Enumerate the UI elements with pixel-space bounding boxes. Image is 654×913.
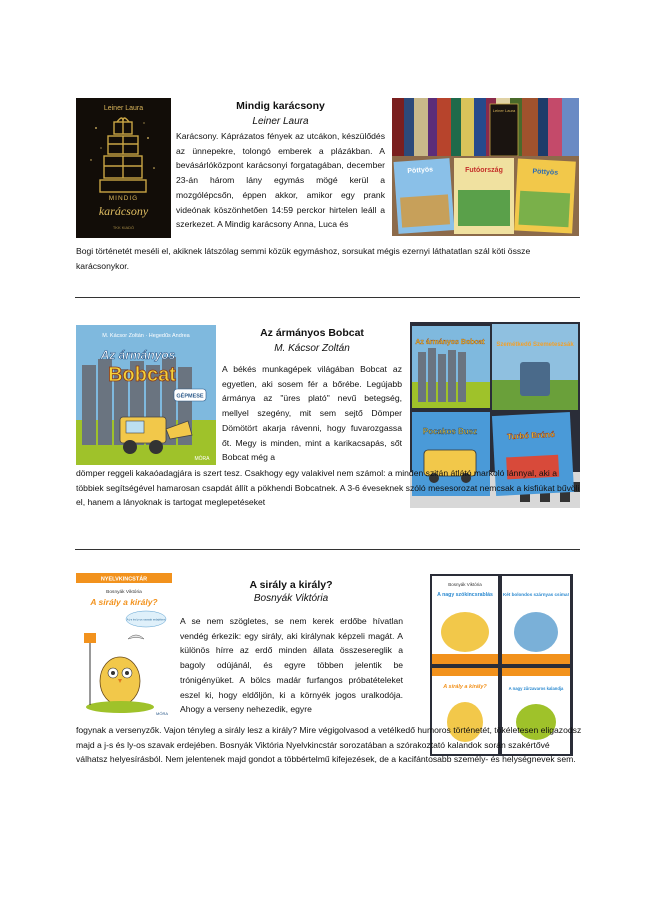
cover-title-line2: karácsony xyxy=(98,204,149,218)
cover-author: M. Kácsor Zoltán · Hegedűs Andrea xyxy=(102,333,190,339)
book-description-continued: dömper reggeli kakaóadagjára is szert tesz. Csakhogy egy valakivel nem számol: a minden szitán átlátó markoló lánnyal, aki a többiek segítségével hamarosan csapdát állít a pökhendi Bobcatnek. A 3-6 éveseknek szóló mesesorozat nemcsak a kisfiúkat bűvöli el, hanem a lányoknak is tartogat meglepetéseket xyxy=(76,468,580,508)
section-divider xyxy=(75,549,580,550)
book-author: Leiner Laura xyxy=(252,116,309,127)
cover-subtitle: A j-s és ly-os szavak erdejében xyxy=(126,617,166,622)
photo-book-1: Bosnyák Viktória xyxy=(448,582,482,587)
photo-book-2: Futóország xyxy=(465,167,503,174)
book-description: Karácsony. Káprázatos fények az utcákon, készülődés az ünnepekre, tolongó emberek a plázákban. A bevásárlóközpont karácsonyi forgatagában, december 23-án három lány egymás mögé kerül a mozgólépcsőn, éppen akkor, amikor egy prank videónak köszönhetően 14:59 perckor hirtelen leáll a szerkezet. A Mindig karácsony Anna, Luca és xyxy=(176,131,385,230)
book-description-continued: fogynak a versenyzők. Vajon tényleg a sirály lesz a király? Mire végigolvasod a vetélkedő humoros történetét, tökéletesen eligazodsz majd a j-s és ly-os szavak erdejében. Bosnyák Viktória Nyelvkincstár sorozatában a szórakoztató kalandok során szakértővé válhatsz helyesírásból. Nem jelentenek majd gondot a többértelmű kifejezések, de a kacifántosabb személy- és helységnevek sem. xyxy=(76,725,582,765)
cover-author: Leiner Laura xyxy=(103,105,144,112)
cover-series: NYELVKINCSTÁR xyxy=(100,576,148,583)
photo-book-3: Pocakos Busz xyxy=(422,427,478,436)
photo-book-5: A nagy zűrzavaros kalandja xyxy=(508,686,564,691)
photo-book-2: A nagy szókincsrablás xyxy=(437,592,493,598)
photo-book-1: Az ármányos Bobcat xyxy=(415,339,485,346)
book-title: A sirály a király? xyxy=(249,579,333,591)
book-author: M. Kácsor Zoltán xyxy=(274,343,350,354)
cover-title: A sirály a király? xyxy=(90,597,158,607)
photo-book-1: Pöttyös xyxy=(407,166,434,176)
book-cover-siraly-a-kiraly xyxy=(76,573,172,720)
photo-book-3: Két bolondos szárnyas csima! xyxy=(502,592,570,597)
book-author: Bosnyák Viktória xyxy=(253,593,329,604)
cover-publisher: MÓRA xyxy=(156,711,168,716)
cover-title-line1: Az ármányos xyxy=(100,348,176,362)
photo-book-2: Szemétkedő Szemeteszsák xyxy=(496,342,574,348)
cover-badge: GÉPMESE xyxy=(176,393,204,400)
cover-title-line1: MINDIG xyxy=(108,195,139,202)
cover-title-line2: Bobcat xyxy=(108,364,176,386)
photo-book-4: Turbó Brúnó xyxy=(506,429,556,442)
photo-book-4: A sirály a király? xyxy=(443,684,487,690)
book-description-continued: Bogi történetét meséli el, akiknek látszólag semmi közük egymáshoz, sorsukat mégis ezernyi láthatatlan szál köti össze karácsonykor. xyxy=(76,246,531,271)
cover-publisher: TKK KIADÓ xyxy=(112,225,135,230)
book-description: A se nem szögletes, se nem kerek erdőbe hívatlan vendég érkezik: egy sirály, aki királynak képzeli magát. A különös hírre az erdő minden állata összesereglik a bagoly odújánál, és egyre többen jelentik be trónigényüket. A bölcs madár furfangos próbatételeket eszel ki, hogy eldőljön, ki a környék jogos uralkodója. Ahogy a verseny nehezedik, egyre xyxy=(180,616,403,715)
cover-author: Bosnyák Viktória xyxy=(106,590,142,595)
photo-book-3: Pöttyös xyxy=(532,168,559,177)
book-cover-mindig-karacsony xyxy=(76,98,171,238)
cover-publisher: MÓRA xyxy=(194,456,210,462)
book-title: Mindig karácsony xyxy=(236,100,325,112)
section-divider xyxy=(75,297,580,298)
photo-spine-label: Leiner Laura xyxy=(492,108,516,113)
book-description: A békés munkagépek világában Bobcat az egyetlen, aki sosem fér a bőrébe. Legújabb ármánya az "üres plató" nevű betegség, mellyel szegény, mit sem sejtő Dömper Dömötört akarja rávenni, hogy fuvarozgassa őt. Megy is minden, mint a karikacsapás, sőt Bobcat még a xyxy=(222,364,402,463)
book-cover-armanyos-bobcat xyxy=(76,325,216,465)
book-photo-mindig-karacsony xyxy=(392,98,579,236)
book-title: Az ármányos Bobcat xyxy=(260,327,364,339)
